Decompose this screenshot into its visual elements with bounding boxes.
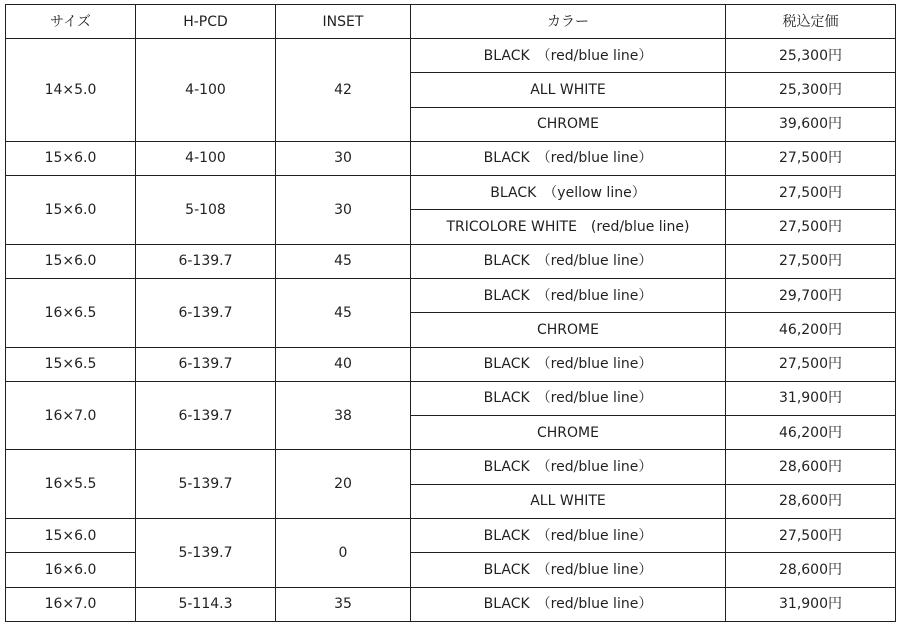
- header-color: カラー: [411, 5, 726, 39]
- table-row: [6, 176, 896, 210]
- pcd-cell: 5-114.3: [136, 587, 276, 622]
- pcd-cell: 5-139.7: [136, 518, 276, 587]
- size-cell: 16×6.0: [6, 553, 136, 587]
- price-cell: 27,500円: [726, 176, 896, 210]
- color-cell: BLACK （red/blue line）: [411, 553, 726, 587]
- color-cell: CHROME: [411, 107, 726, 141]
- header-size: サイズ: [6, 5, 136, 39]
- inset-cell: 30: [276, 176, 411, 245]
- size-cell: 15×6.0: [6, 141, 136, 175]
- inset-cell: 20: [276, 450, 411, 519]
- color-cell: ALL WHITE: [411, 484, 726, 518]
- color-cell: BLACK （red/blue line）: [411, 347, 726, 381]
- color-cell: ALL WHITE: [411, 73, 726, 107]
- price-cell: 39,600円: [726, 107, 896, 141]
- pcd-cell: 5-108: [136, 176, 276, 245]
- color-cell: BLACK （red/blue line）: [411, 244, 726, 278]
- table-row: [6, 450, 896, 484]
- color-cell: BLACK （red/blue line）: [411, 381, 726, 415]
- inset-cell: 45: [276, 278, 411, 347]
- pcd-cell: 6-139.7: [136, 347, 276, 381]
- inset-cell: 38: [276, 381, 411, 450]
- table-row: [6, 587, 896, 622]
- size-cell: 16×7.0: [6, 587, 136, 622]
- color-cell: BLACK （red/blue line）: [411, 39, 726, 73]
- price-cell: 27,500円: [726, 244, 896, 278]
- price-cell: 27,500円: [726, 518, 896, 552]
- price-cell: 27,500円: [726, 210, 896, 244]
- color-cell: CHROME: [411, 313, 726, 347]
- size-cell: 15×6.0: [6, 244, 136, 278]
- color-cell: BLACK （red/blue line）: [411, 518, 726, 552]
- size-cell: 15×6.0: [6, 176, 136, 245]
- inset-cell: 45: [276, 244, 411, 278]
- header-pcd: H-PCD: [136, 5, 276, 39]
- price-cell: 28,600円: [726, 553, 896, 587]
- price-cell: 46,200円: [726, 416, 896, 450]
- inset-cell: 40: [276, 347, 411, 381]
- color-cell: BLACK （red/blue line）: [411, 141, 726, 175]
- price-cell: 25,300円: [726, 73, 896, 107]
- pcd-cell: 4-100: [136, 141, 276, 175]
- price-cell: 27,500円: [726, 347, 896, 381]
- pcd-cell: 6-139.7: [136, 381, 276, 450]
- pcd-cell: 6-139.7: [136, 244, 276, 278]
- price-cell: 28,600円: [726, 484, 896, 518]
- color-cell: CHROME: [411, 416, 726, 450]
- price-cell: 29,700円: [726, 278, 896, 312]
- table-row: [6, 244, 896, 278]
- size-cell: 16×5.5: [6, 450, 136, 519]
- price-cell: 25,300円: [726, 39, 896, 73]
- table-row: [6, 381, 896, 415]
- header-inset: INSET: [276, 5, 411, 39]
- table-row: [6, 518, 896, 552]
- price-cell: 27,500円: [726, 141, 896, 175]
- color-cell: TRICOLORE WHITE (red/blue line): [411, 210, 726, 244]
- size-cell: 16×7.0: [6, 381, 136, 450]
- size-cell: 16×6.5: [6, 278, 136, 347]
- price-cell: 28,600円: [726, 450, 896, 484]
- table-row: [6, 278, 896, 312]
- inset-cell: 0: [276, 518, 411, 587]
- size-cell: 15×6.5: [6, 347, 136, 381]
- pcd-cell: 5-139.7: [136, 450, 276, 519]
- table-row: [6, 347, 896, 381]
- color-cell: BLACK （red/blue line）: [411, 278, 726, 312]
- color-cell: BLACK （red/blue line）: [411, 450, 726, 484]
- inset-cell: 30: [276, 141, 411, 175]
- table-row: [6, 141, 896, 175]
- header-row: [6, 5, 896, 39]
- price-cell: 31,900円: [726, 381, 896, 415]
- inset-cell: 35: [276, 587, 411, 622]
- inset-cell: 42: [276, 39, 411, 142]
- size-cell: 15×6.0: [6, 518, 136, 552]
- price-cell: 31,900円: [726, 587, 896, 622]
- price-cell: 46,200円: [726, 313, 896, 347]
- wheel-spec-table: [5, 4, 896, 622]
- size-cell: 14×5.0: [6, 39, 136, 142]
- pcd-cell: 4-100: [136, 39, 276, 142]
- header-price: 税込定価: [726, 5, 896, 39]
- table-row: [6, 39, 896, 73]
- pcd-cell: 6-139.7: [136, 278, 276, 347]
- color-cell: BLACK （yellow line）: [411, 176, 726, 210]
- color-cell: BLACK （red/blue line）: [411, 587, 726, 622]
